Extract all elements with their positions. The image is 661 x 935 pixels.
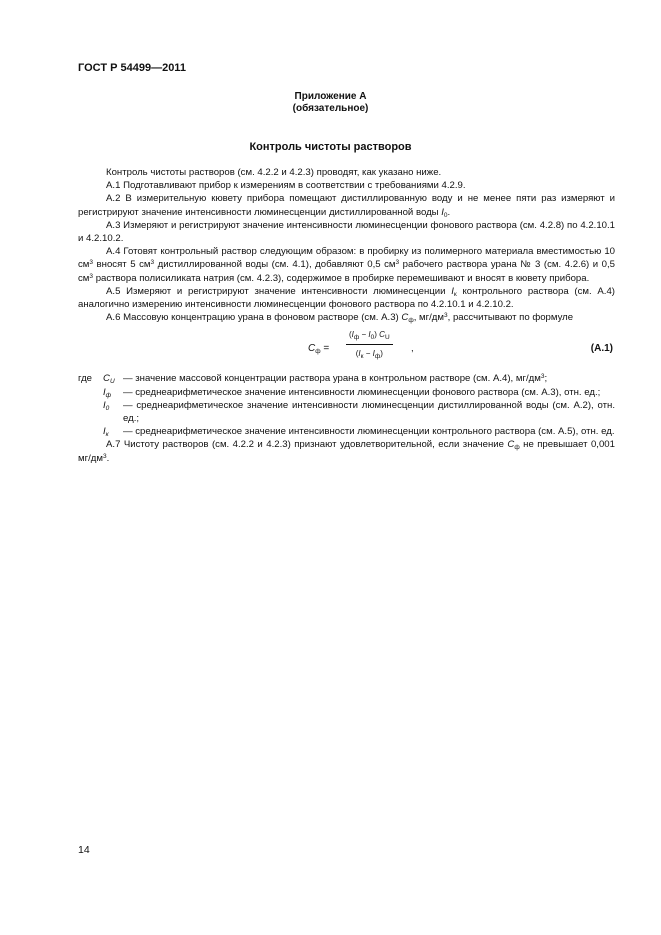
document-body xyxy=(78,166,615,465)
paragraph-a6: А.6 Массовую концентрацию урана в фоновом растворе (см. А.3) $C_ф$, $мг/дм^3$, рассчитывают по формуле xyxy=(106,312,574,325)
paragraph-a4: А.4 Готовят контрольный раствор следующим образом: в пробирку из полимерного материала вместимостью 10 $см^3$ вносят 5 $см^3$ дистиллированной воды (см. 4.1), добавляют 0,5 $см^3$ рабочего раствора урана № 3 (см. 4.2.6) и 0,5 $см^3$ раствора полисиликата натрия (см. 4.2.3), содержимое в пробирке перемешивают и вносят в кювету прибора. xyxy=(78,246,615,284)
paragraph-a1: А.1 Подготавливают прибор к измерениям в соответствии с требованиями 4.2.9. xyxy=(106,180,466,192)
paragraph-a3: А.3 Измеряют и регистрируют значение интенсивности люминесценции фонового раствора (см. 4.2.8) по 4.2.10.1 и 4.2.10.2. xyxy=(78,219,615,245)
paragraph-a5: А.5 Измеряют и регистрируют значение интенсивности люминесценции $I_к$ контрольного раствора (см. А.4) аналогично измерению интенсивности люминесценции фонового раствора по 4.2.10.1 и 4.2.10.2. xyxy=(78,285,615,311)
appendix-label: Приложение А xyxy=(294,91,367,102)
formula-number: (А.1) xyxy=(590,343,613,355)
formula-numerator: $(I_ф - I_0)$ $C_U$ xyxy=(349,330,390,342)
definition-row xyxy=(78,386,615,399)
formula-comma: , xyxy=(411,343,414,355)
formula-denominator: $(I_к - I_ф)$ xyxy=(355,348,383,360)
definition-row xyxy=(78,399,615,425)
definition-symbol: $I_ф$ xyxy=(103,386,112,399)
symbol-definitions xyxy=(78,372,615,438)
where-word: где xyxy=(78,373,93,385)
definition-symbol: $I_к$ xyxy=(103,426,109,439)
document-header: ГОСТ Р 54499—2011 xyxy=(78,62,186,74)
formula-a1 xyxy=(78,326,615,372)
definition-text: — среднеарифметическое значение интенсивности люминесценции дистиллированной воды (см. А.2), отн. ед.; xyxy=(123,399,615,425)
paragraph-a7: А.7 Чистоту растворов (см. 4.2.2 и 4.2.3) признают удовлетворительной, если значение $C_ф$ не превышает 0,001 $мг/дм^3$. xyxy=(78,439,615,464)
intro-paragraph: Контроль чистоты растворов (см. 4.2.2 и 4.2.3) проводят, как указано ниже. xyxy=(106,167,442,178)
definition-row xyxy=(78,372,615,385)
definition-symbol: $C_U$ xyxy=(103,373,115,386)
fraction-bar xyxy=(346,344,393,345)
appendix-type: (обязательное) xyxy=(292,103,369,114)
paragraph-a2: А.2 В измерительную кювету прибора помещают дистиллированную воду и не менее пяти раз измеряют и регистрируют значение интенсивности люминесценции дистиллированной воды $I_0$. xyxy=(78,193,615,219)
section-title: Контроль чистоты растворов xyxy=(249,141,412,153)
page-number: 14 xyxy=(78,844,90,856)
formula-fraction xyxy=(346,328,393,359)
definition-text: — среднеарифметическое значение интенсивности люминесценции контрольного раствора (см. А.5), отн. ед. xyxy=(123,426,615,438)
definition-row xyxy=(78,425,615,438)
definition-symbol: $I_0$ xyxy=(103,399,110,412)
definition-text: — значение массовой концентрации раствора урана в контрольном растворе (см. А.4), $мг/дм^3$; xyxy=(123,373,548,385)
definition-text: — среднеарифметическое значение интенсивности люминесценции фонового раствора (см. А.3), отн. ед.; xyxy=(123,386,601,398)
formula-lhs: $C_ф$ = xyxy=(308,343,330,356)
